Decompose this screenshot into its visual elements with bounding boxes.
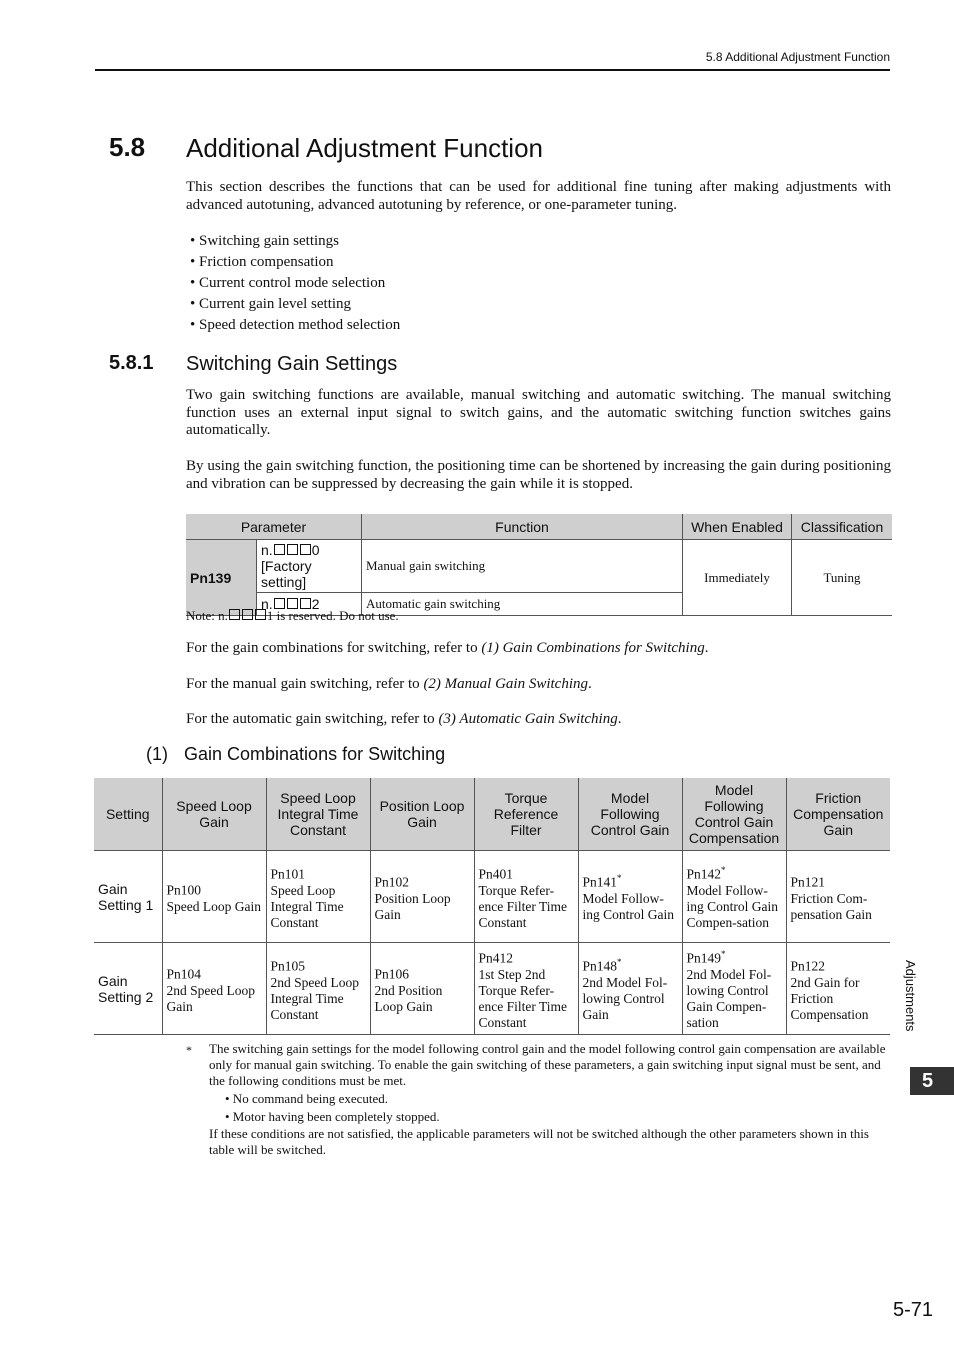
reference-link[interactable]: (1) Gain Combinations for Switching (481, 640, 705, 656)
chapter-tab: 5 (910, 1067, 954, 1095)
column-header: When Enabled (683, 514, 792, 540)
column-header: Torque Reference Filter (474, 778, 578, 851)
table-header-row (94, 778, 890, 851)
table-cell: Pn121 Friction Com-pensation Gain (786, 851, 890, 943)
list-item: • Current control mode selection (190, 275, 386, 291)
column-header: Setting (94, 778, 162, 851)
subsection-title: Switching Gain Settings (186, 353, 398, 375)
running-header: 5.8 Additional Adjustment Function (705, 50, 890, 64)
column-header: Classification (792, 514, 893, 540)
subsection-number: 5.8.1 (109, 352, 154, 374)
footnote-end: If these conditions are not satisfied, the applicable parameters will not be switched although the other parameters shown in this table will be switched. (209, 1126, 869, 1157)
reference-link[interactable]: (2) Manual Gain Switching (423, 676, 589, 692)
parameter-table (186, 514, 892, 616)
table-cell: Pn102 Position Loop Gain (370, 851, 474, 943)
subheading: (1) Gain Combinations for Switching (146, 744, 446, 764)
column-header: Parameter (186, 514, 362, 540)
table-row (94, 943, 890, 1035)
table-cell: Pn105 2nd Speed Loop Integral Time Constant (266, 943, 370, 1035)
setting-cell: Gain Setting 2 (94, 943, 162, 1035)
section-title: Additional Adjustment Function (186, 133, 543, 163)
column-header: Speed Loop Integral Time Constant (266, 778, 370, 851)
reference-line: For the manual gain switching, refer to (2) Manual Gain Switching. (186, 676, 592, 692)
table-note: Note: n. 1 is reserved. Do not use. (186, 608, 399, 623)
function-cell: Automatic gain switching (362, 593, 683, 616)
column-header: Speed Loop Gain (162, 778, 266, 851)
list-item: • Speed detection method selection (190, 317, 401, 333)
section-number: 5.8 (109, 132, 146, 162)
when-enabled-cell: Immediately (683, 540, 792, 616)
table-cell: Pn149* 2nd Model Fol-lowing Control Gain Compen-sation (682, 943, 786, 1035)
table-cell: Pn141* Model Follow-ing Control Gain (578, 851, 682, 943)
parameter-value: n. 0 [Factory setting] (257, 540, 362, 593)
table-cell: Pn106 2nd Position Loop Gain (370, 943, 474, 1035)
reference-line: For the automatic gain switching, refer to (3) Automatic Gain Switching. (186, 711, 622, 727)
table-cell: Pn104 2nd Speed Loop Gain (162, 943, 266, 1035)
gain-combination-table (94, 778, 890, 1035)
list-item: • Friction compensation (190, 254, 334, 270)
table-cell: Pn100 Speed Loop Gain (162, 851, 266, 943)
function-cell: Manual gain switching (362, 540, 683, 593)
column-header: Model Following Control Gain Compensation (682, 778, 786, 851)
list-item: • Motor having been completely stopped. (225, 1109, 440, 1124)
paragraph: By using the gain switching function, the positioning time can be shortened by increasing the gain during positioning and vibration can be suppressed by decreasing the gain while it is stopped. (186, 458, 891, 492)
table-row (186, 540, 892, 593)
section-intro: This section describes the functions that can be used for additional fine tuning after making adjustments with advanced autotuning, advanced autotuning by reference, or one-parameter tuning. (186, 179, 891, 213)
table-cell: Pn401 Torque Refer-ence Filter Time Constant (474, 851, 578, 943)
table-cell: Pn101 Speed Loop Integral Time Constant (266, 851, 370, 943)
classification-cell: Tuning (792, 540, 893, 616)
footnote-conditions (225, 1090, 440, 1126)
table-cell: Pn142* Model Follow-ing Control Gain Compen-sation (682, 851, 786, 943)
column-header: Friction Compensation Gain (786, 778, 890, 851)
column-header: Function (362, 514, 683, 540)
reference-link[interactable]: (3) Automatic Gain Switching (438, 711, 618, 727)
column-header: Position Loop Gain (370, 778, 474, 851)
chapter-side-label: Adjustments (903, 960, 918, 1032)
list-item: • No command being executed. (225, 1091, 389, 1106)
paragraph: Two gain switching functions are available, manual switching and automatic switching. The manual switching function uses an external input signal to switch gains, and the automatic switching function switches gains automatically. (186, 387, 891, 438)
feature-list (190, 232, 400, 337)
list-item: • Switching gain settings (190, 233, 339, 249)
table-header-row (186, 514, 892, 540)
footnote-text: The switching gain settings for the model following control gain and the model following control gain compensation are available only for manual gain switching. To enable the gain switching of these parameters, a gain switching input signal must be sent, and the following conditions must be met. (209, 1041, 886, 1088)
table-row (94, 851, 890, 943)
parameter-number: Pn139 (186, 540, 257, 616)
header-rule (95, 69, 890, 71)
table-cell: Pn122 2nd Gain for Friction Compensation (786, 943, 890, 1035)
reference-line: For the gain combinations for switching, refer to (1) Gain Combinations for Switching. (186, 640, 709, 656)
list-item: • Current gain level setting (190, 296, 352, 312)
table-cell: Pn148* 2nd Model Fol-lowing Control Gain (578, 943, 682, 1035)
setting-cell: Gain Setting 1 (94, 851, 162, 943)
table-cell: Pn412 1st Step 2nd Torque Refer-ence Filter Time Constant (474, 943, 578, 1035)
column-header: Model Following Control Gain (578, 778, 682, 851)
parameter-value: n. 2 (257, 593, 362, 616)
footnote-marker: * (186, 1043, 192, 1057)
page-number: 5-71 (893, 1299, 934, 1321)
